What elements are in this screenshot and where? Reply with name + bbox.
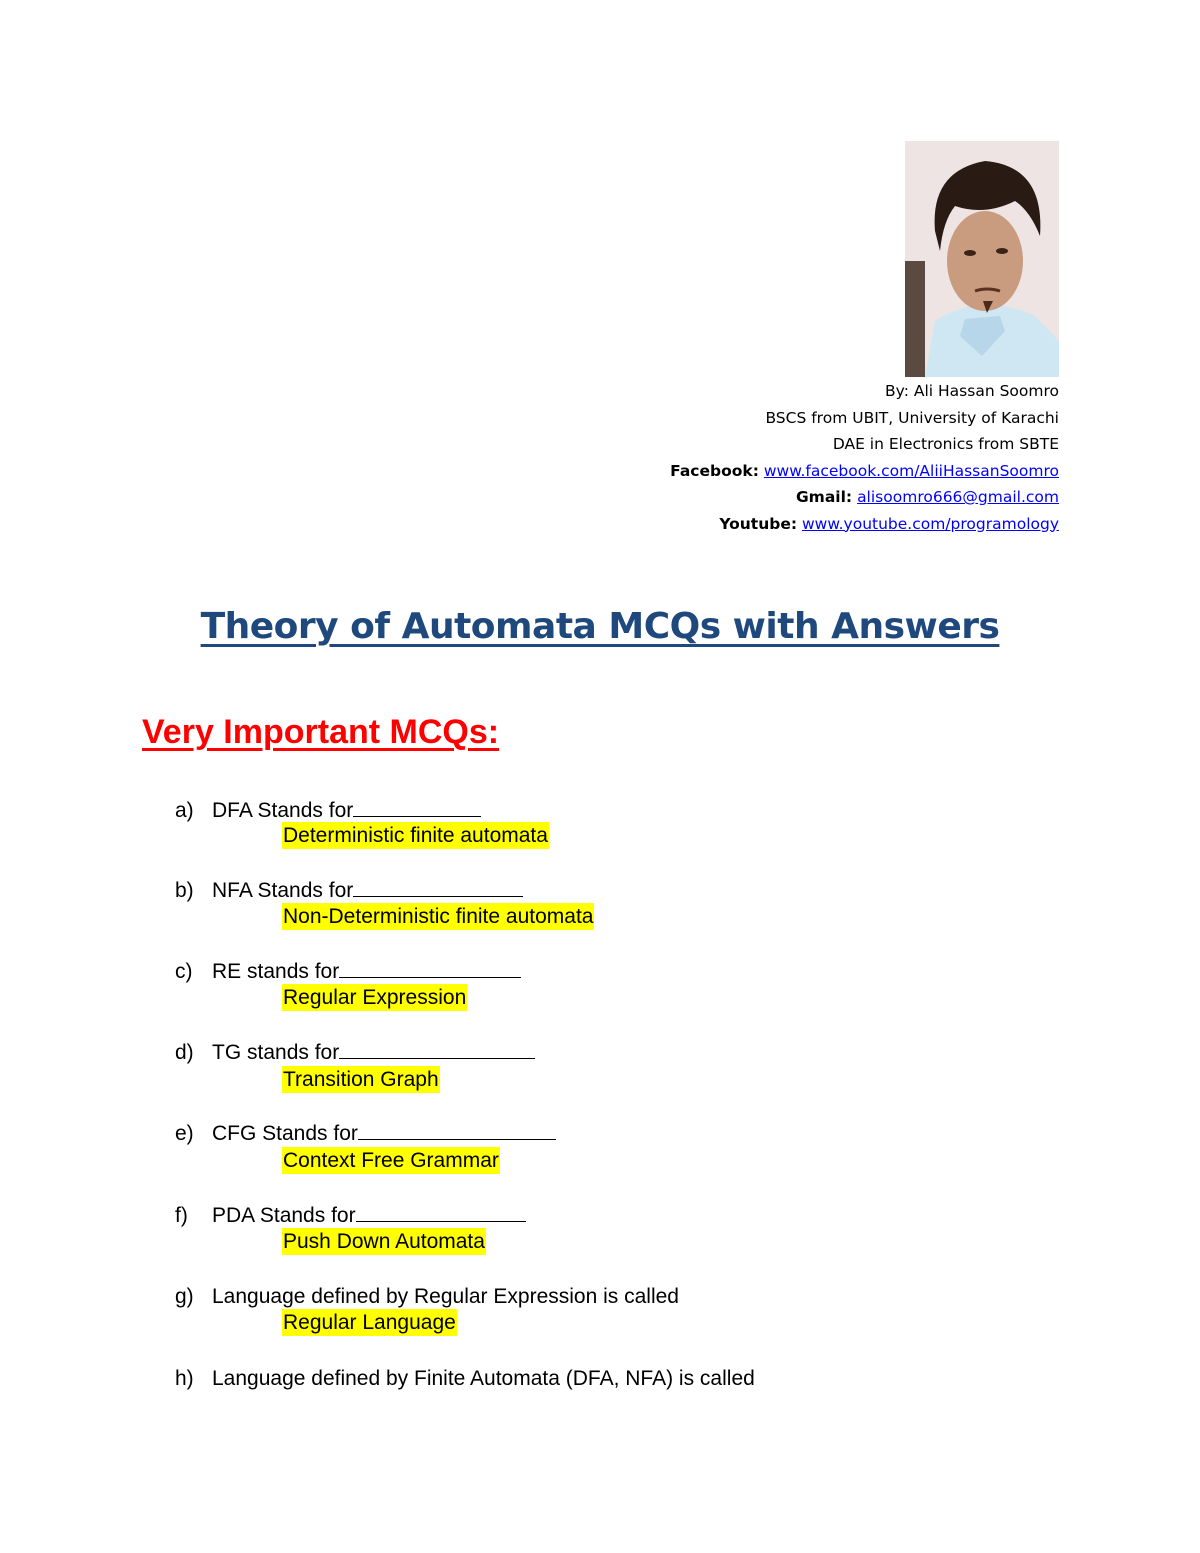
answer-a: Deterministic finite automata <box>283 824 548 847</box>
question-letter: g) <box>175 1285 194 1308</box>
facebook-row <box>670 458 1059 485</box>
question-letter: e) <box>175 1122 194 1145</box>
question-letter: h) <box>175 1367 194 1390</box>
question-g <box>175 1283 679 1310</box>
question-text: Language defined by Finite Automata (DFA, NFA) is called <box>212 1367 755 1390</box>
question-letter: f) <box>175 1204 188 1227</box>
question-letter: a) <box>175 799 194 822</box>
answer-blank <box>356 1205 526 1222</box>
answer-c: Regular Expression <box>283 986 467 1009</box>
question-e <box>175 1120 556 1147</box>
document-title: Theory of Automata MCQs with Answers <box>200 606 1000 647</box>
question-text: Language defined by Regular Expression is called <box>212 1285 679 1308</box>
author-info <box>670 378 1059 537</box>
answer-blank <box>339 1042 535 1059</box>
question-letter: c) <box>175 960 193 983</box>
answer-f: Push Down Automata <box>283 1230 485 1253</box>
author-name: By: Ali Hassan Soomro <box>885 382 1059 400</box>
author-diploma: DAE in Electronics from SBTE <box>832 435 1059 453</box>
answer-blank <box>353 880 523 897</box>
question-a <box>175 797 481 824</box>
gmail-row <box>670 484 1059 511</box>
question-text: NFA Stands for <box>212 879 354 902</box>
answer-e: Context Free Grammar <box>283 1149 499 1172</box>
youtube-label: Youtube: <box>719 514 798 533</box>
author-photo <box>905 141 1059 377</box>
portrait-image <box>905 141 1059 377</box>
answer-b: Non-Deterministic finite automata <box>283 905 594 928</box>
question-b <box>175 877 523 904</box>
question-text: PDA Stands for <box>212 1204 356 1227</box>
question-letter: d) <box>175 1041 194 1064</box>
question-letter: b) <box>175 879 194 902</box>
question-f <box>175 1202 526 1229</box>
gmail-label: Gmail: <box>795 488 853 506</box>
answer-d: Transition Graph <box>283 1068 439 1091</box>
youtube-link[interactable]: www.youtube.com/programology <box>802 514 1059 533</box>
question-text: CFG Stands for <box>212 1122 358 1145</box>
facebook-label: Facebook: <box>670 461 759 480</box>
author-degree: BSCS from UBIT, University of Karachi <box>765 408 1059 427</box>
gmail-link[interactable]: alisoomro666@gmail.com <box>857 488 1059 506</box>
facebook-link[interactable]: www.facebook.com/AliiHassanSoomro <box>763 461 1059 480</box>
answer-blank <box>358 1123 556 1140</box>
answer-blank <box>339 961 521 978</box>
youtube-row <box>670 511 1059 538</box>
question-c <box>175 958 521 985</box>
section-heading: Very Important MCQs: <box>142 713 500 751</box>
question-text: RE stands for <box>212 960 340 983</box>
answer-blank <box>353 800 481 817</box>
question-text: TG stands for <box>212 1041 340 1064</box>
question-d <box>175 1039 535 1066</box>
question-h <box>175 1365 755 1392</box>
question-text: DFA Stands for <box>212 799 354 822</box>
answer-g: Regular Language <box>283 1311 456 1334</box>
